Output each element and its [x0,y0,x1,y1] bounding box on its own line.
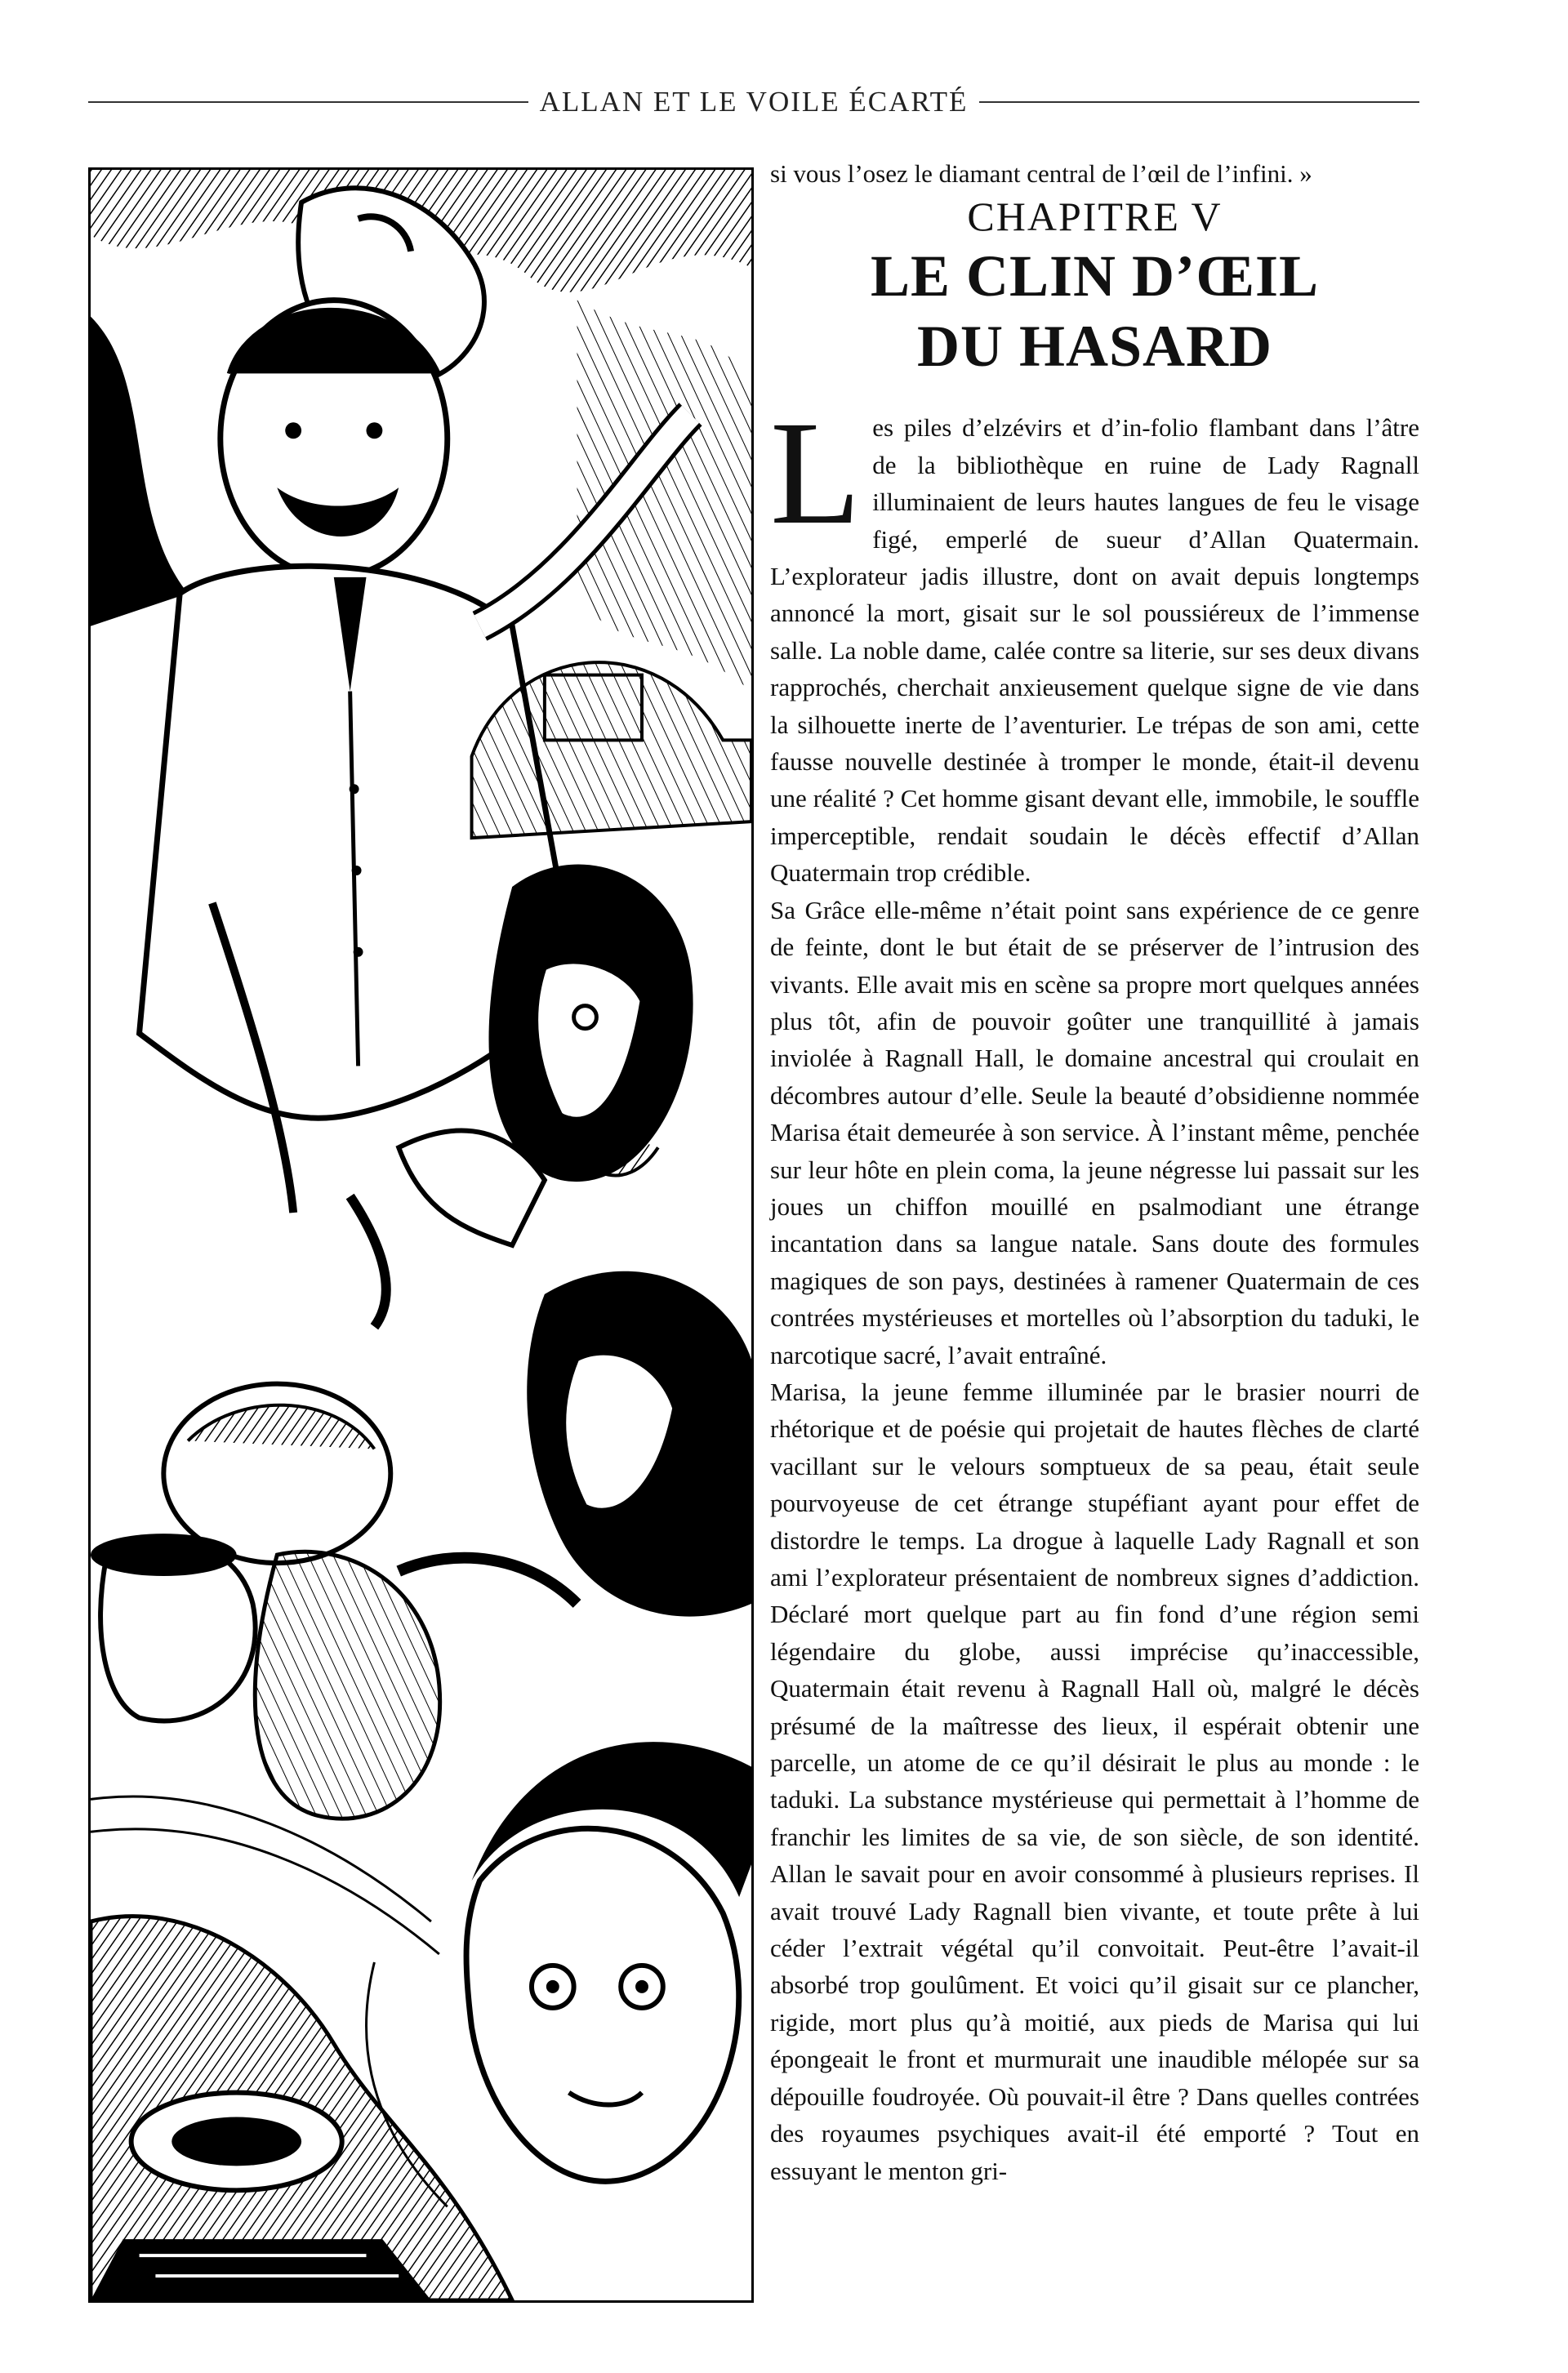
header-rule-right [979,101,1419,103]
header-rule-left [88,101,528,103]
running-head [88,83,1419,121]
drop-cap: L [770,391,862,556]
comic-illustration [88,167,754,2303]
lead-line: si vous l’osez le diamant central de l’œil de l’infini. » [770,159,1312,188]
chapter-title-line1: LE CLIN D’ŒIL [870,243,1320,309]
text-column [770,155,1419,2360]
paragraph-2: Sa Grâce elle-même n’était point sans expérience de ce genre de feinte, dont le but était de se préserver de l’intrusion des vivants. Elle avait mis en scène sa propre mort quelques années plus tôt, afin de pouvoir goûter une tranquillité à jamais inviolée à Ragnall Hall, le domaine ancestral qui croulait en décombres autour d’elle. Seule la beauté d’obsidienne nommée Marisa était demeurée à son service. À l’instant même, penchée sur leur hôte en plein coma, la jeune négresse lui passait sur les joues un chiffon mouillé en psalmodiant une étrange incantation dans sa langue natale. Sans doute des formules magiques de son pays, destinées à ramener Quatermain de ces contrées mystérieuses et mortelles où l’absorption du taduki, le narcotique sacré, l’avait entraîné. [770,895,1419,1369]
chapter-label: CHAPITRE V [967,194,1223,240]
chapter-title-line2: DU HASARD [916,314,1273,380]
paragraph-3: Marisa, la jeune femme illuminée par le brasier nourri de rhétorique et de poésie qui projetait de hautes flèches de clarté vacillant sur le velours somptueux de sa peau, était seule pourvoyeuse de cet étrange stupéfiant ayant pour effet de distordre le temps. La drogue à laquelle Lady Ragnall et son ami l’explorateur présentaient de nombreux signes d’addiction. Déclaré mort quelque part au fin fond d’une région semi légendaire du globe, aussi imprécise qu’inaccessible, Quatermain était revenu à Ragnall Hall où, malgré le décès présumé de la maîtresse des lieux, il espérait obtenir une parcelle, un atome de ce qu’il désirait le plus au monde : le taduki. La substance mystérieuse qui permettait à l’homme de franchir les limites de sa vie, de son siècle, de son identité. Allan le savait pour en avoir consommé à plusieurs reprises. Il avait trouvé Lady Ragnall bien vivante, et toute prête à lui céder l’extrait végétal qu’il convoitait. Peut-être l’avait-il absorbé trop goulûment. Et voici qu’il gisait sur ce plancher, rigide, mort plus qu’à moitié, aux pieds de Marisa qui lui épongeait le front et murmurait une inaudible mélopée sur sa dépouille foudroyée. Où pouvait-il être ? Dans quelles contrées des royaumes psychiques avait-il été emporté ? Tout en essuyant le menton gri- [770,1377,1419,2185]
paragraph-1 [770,391,1419,891]
paragraph-1-text: es piles d’elzévirs et d’in-folio flambant dans l’âtre de la bibliothèque en ruine de Lady Ragnall illuminaient de leurs hautes langues de feu le visage figé, emperlé de sueur d’Allan Quatermain. L’explorateur jadis illustre, dont on avait depuis longtemps annoncé la mort, gisait sur le sol poussiéreux de l’immense salle. La noble dame, calée contre sa literie, sur ses deux divans rapprochés, cherchait anxieusement quelque signe de vie dans la silhouette inerte de l’aventurier. Le trépas de son ami, cette fausse nouvelle destinée à tromper le monde, était-il devenu une réalité ? Cet homme gisant devant elle, immobile, le souffle imperceptible, rendait soudain le décès effectif d’Allan Quatermain trop crédible. [770,413,1419,888]
running-title: ALLAN ET LE VOILE ÉCARTÉ [539,86,969,118]
illustration-drawing [91,170,751,2300]
chapter-heading [770,192,1419,381]
